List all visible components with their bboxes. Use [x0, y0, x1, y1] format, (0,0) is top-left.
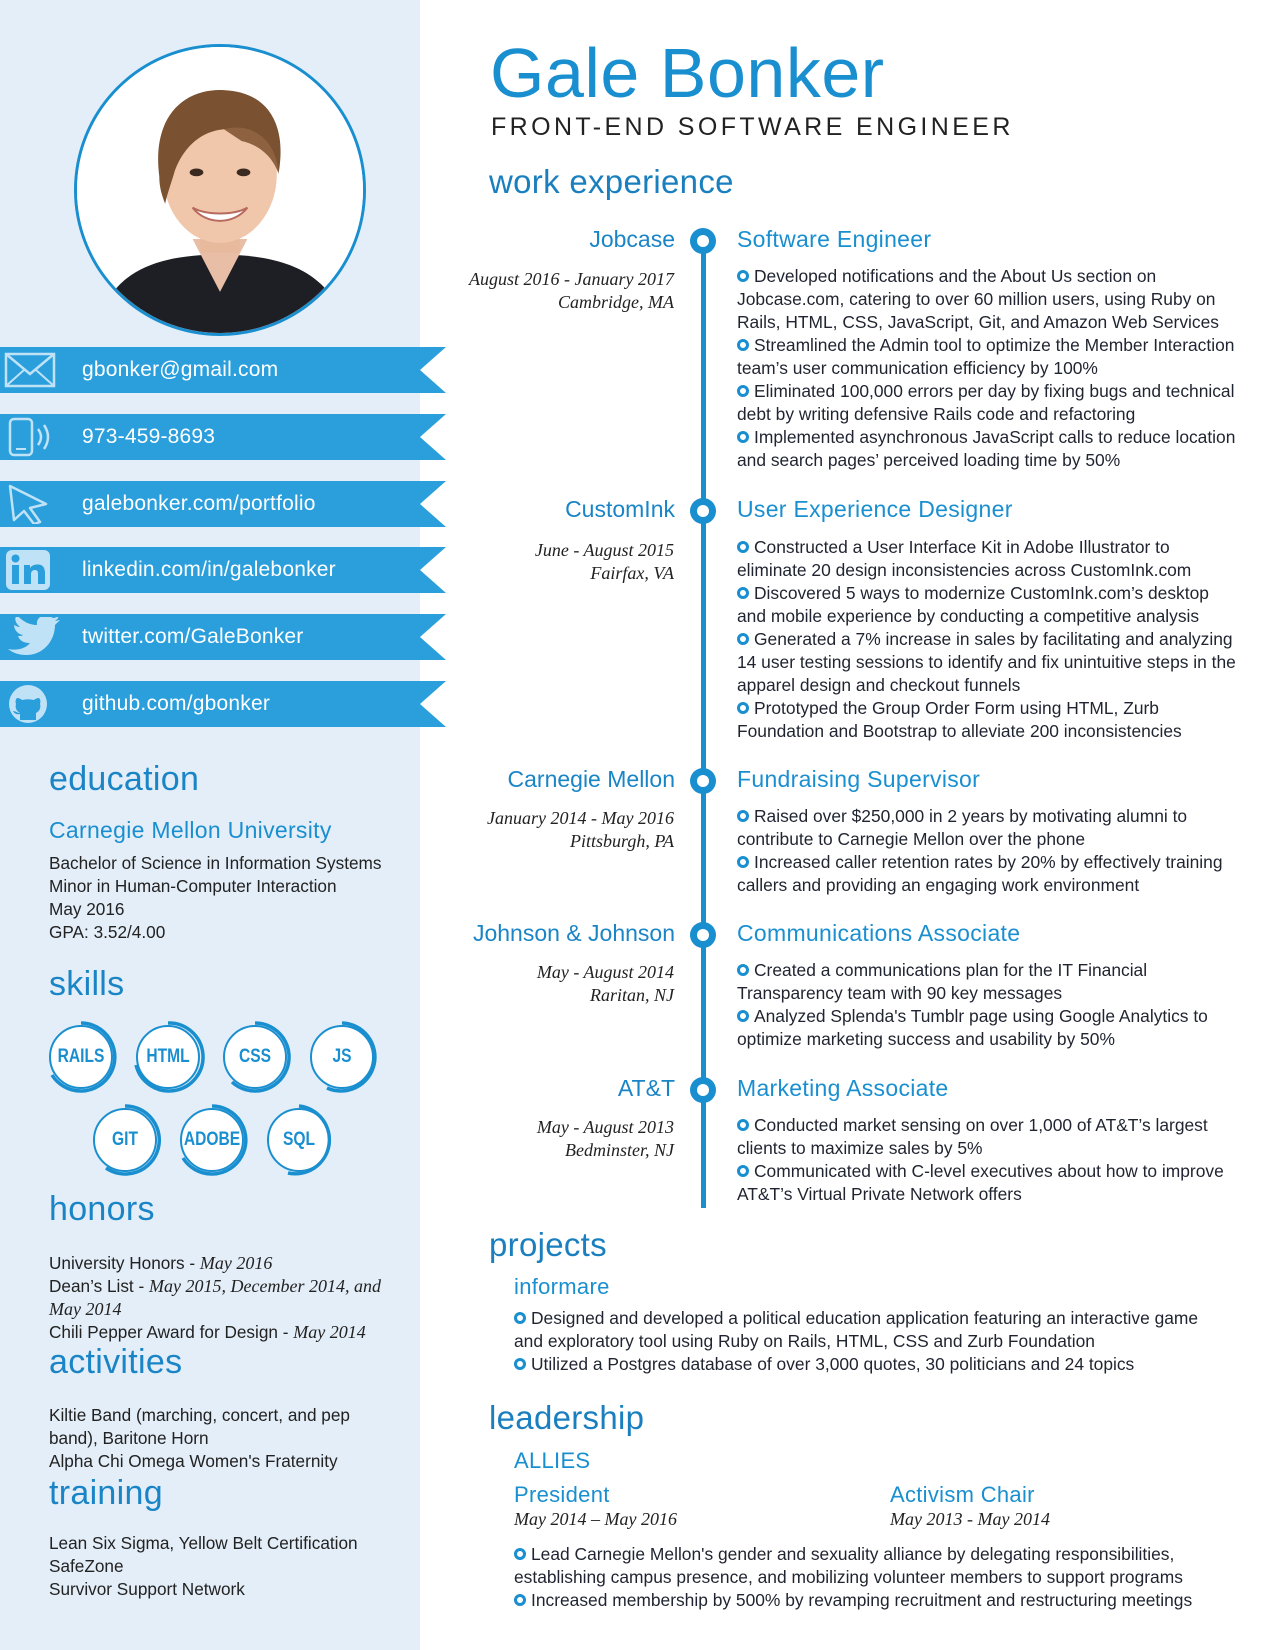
contact-phone-text: 973-459-8693 — [82, 425, 216, 448]
project-bullets — [514, 1307, 1204, 1376]
list-item: Discovered 5 ways to modernize CustomInk.com’s desktop and mobile experience by conducting a competitive analysis — [737, 583, 1209, 626]
job-location: Bedminster, NJ — [565, 1140, 674, 1160]
list-item: Eliminated 100,000 errors per day by fixing bugs and technical debt by writing defensive Rails code and refactoring — [737, 381, 1235, 424]
timeline-node — [690, 498, 716, 524]
candidate-name: Gale Bonker — [490, 34, 885, 112]
activity-item: Kiltie Band (marching, concert, and pep band), Baritone Horn — [49, 1405, 350, 1448]
job-company: Carnegie Mellon — [507, 766, 675, 792]
skill-badge — [262, 1103, 336, 1177]
job-location: Pittsburgh, PA — [569, 831, 674, 851]
timeline-node — [690, 768, 716, 794]
job-title: Communications Associate — [737, 920, 1021, 946]
phone-icon — [2, 417, 60, 457]
bullet-dot-icon — [737, 702, 749, 714]
job-bullets — [737, 265, 1242, 472]
skill-badge — [305, 1020, 379, 1094]
list-item: Raised over $250,000 in 2 years by motivating alumni to contribute to Carnegie Mellon over the phone — [737, 806, 1188, 849]
list-item: Conducted market sensing on over 1,000 of AT&T’s largest clients to maximize sales by 5% — [737, 1115, 1208, 1158]
bullet-dot-icon — [737, 541, 749, 553]
list-item: Implemented asynchronous JavaScript calls to reduce location and search pages’ perceived loading time by 50% — [737, 427, 1236, 470]
honors-list — [49, 1252, 389, 1344]
job-bullets — [737, 959, 1242, 1051]
education-minor: Minor in Human-Computer Interaction — [49, 876, 337, 896]
bullet-dot-icon — [737, 1119, 749, 1131]
job-dates: June - August 2015 — [534, 540, 674, 560]
job-company: AT&T — [617, 1075, 675, 1101]
list-item: Developed notifications and the About Us section on Jobcase.com, catering to over 60 million users, using Ruby on Rails, HTML, CSS, JavaScript, Git, and Amazon Web Services — [737, 266, 1219, 332]
bullet-dot-icon — [737, 1165, 749, 1177]
list-item: Designed and developed a political education application featuring an interactive game and exploratory tool using Ruby on Rails, HTML, CSS and Zurb Foundation — [514, 1308, 1199, 1351]
education-details — [49, 852, 381, 944]
skill-label: ADOBE — [183, 1129, 241, 1150]
bullet-dot-icon — [514, 1548, 526, 1560]
bullet-dot-icon — [514, 1312, 526, 1324]
education-date: May 2016 — [49, 899, 125, 919]
profile-photo — [77, 47, 363, 333]
skill-badge — [218, 1020, 292, 1094]
skill-label: CSS — [238, 1046, 272, 1067]
leadership-role-dates: May 2014 – May 2016 — [514, 1509, 677, 1529]
envelope-icon — [2, 350, 60, 390]
job-company: Johnson & Johnson — [472, 920, 675, 946]
job-title: Fundraising Supervisor — [737, 766, 981, 792]
job-location: Raritan, NJ — [590, 985, 674, 1005]
projects-heading: projects — [489, 1226, 607, 1263]
education-school: Carnegie Mellon University — [49, 817, 332, 843]
job-dates: May - August 2014 — [536, 962, 674, 982]
job-meta — [469, 268, 674, 314]
list-item: Increased membership by 500% by revamping recruitment and restructuring meetings — [514, 1589, 1234, 1612]
linkedin-icon — [2, 550, 60, 590]
skill-badge — [44, 1020, 118, 1094]
training-heading: training — [49, 1474, 163, 1512]
contact-twitter-text: twitter.com/GaleBonker — [82, 625, 304, 648]
bullet-dot-icon — [737, 1010, 749, 1022]
cursor-icon — [2, 484, 60, 524]
job-meta — [537, 961, 674, 1007]
education-gpa: GPA: 3.52/4.00 — [49, 922, 166, 942]
list-item: Constructed a User Interface Kit in Adobe Illustrator to eliminate 20 design inconsistencies across CustomInk.com — [737, 537, 1192, 580]
bullet-dot-icon — [737, 810, 749, 822]
contact-portfolio-text: galebonker.com/portfolio — [82, 492, 316, 515]
contact-portfolio[interactable] — [0, 481, 446, 527]
honors-heading: honors — [49, 1190, 155, 1228]
candidate-title: FRONT-END SOFTWARE ENGINEER — [491, 113, 1014, 141]
job-bullets — [737, 536, 1242, 743]
skill-label: HTML — [146, 1046, 190, 1067]
job-location: Cambridge, MA — [558, 292, 674, 312]
bullet-dot-icon — [737, 339, 749, 351]
contact-linkedin[interactable] — [0, 547, 446, 593]
list-item: Generated a 7% increase in sales by facilitating and analyzing 14 user testing sessions to identify and fix unintuitive steps in the apparel design and checkout funnels — [737, 629, 1236, 695]
skill-badge — [175, 1103, 249, 1177]
job-dates: May - August 2013 — [536, 1117, 674, 1137]
job-title: Marketing Associate — [737, 1075, 949, 1101]
bullet-dot-icon — [737, 385, 749, 397]
job-meta — [537, 1116, 674, 1162]
bullet-dot-icon — [737, 431, 749, 443]
contact-github[interactable] — [0, 681, 446, 727]
contact-twitter[interactable] — [0, 614, 446, 660]
ribbon-shape — [0, 414, 446, 460]
bullet-dot-icon — [737, 633, 749, 645]
activities-list — [49, 1404, 379, 1473]
leadership-org: ALLIES — [514, 1448, 591, 1473]
job-dates: August 2016 - January 2017 — [469, 269, 674, 289]
leadership-role: Activism Chair — [890, 1482, 1035, 1507]
list-item: Streamlined the Admin tool to optimize the Member Interaction team’s user communication efficiency by 100% — [737, 335, 1235, 378]
job-bullets — [737, 1114, 1242, 1206]
activity-item: Alpha Chi Omega Women's Fraternity — [49, 1451, 338, 1471]
honor-item: Chili Pepper Award for Design - May 2014 — [49, 1322, 366, 1342]
sidebar — [0, 0, 420, 1650]
honor-item: University Honors - May 2016 — [49, 1253, 273, 1273]
training-item: SafeZone — [49, 1556, 124, 1576]
list-item: Increased caller retention rates by 20% by effectively training callers and providing an engaging work environment — [737, 852, 1223, 895]
job-meta — [487, 807, 674, 853]
list-item: Utilized a Postgres database of over 3,000 quotes, 30 politicians and 24 topics — [514, 1353, 1204, 1376]
github-icon — [2, 684, 60, 724]
timeline-node — [690, 922, 716, 948]
contact-linkedin-text: linkedin.com/in/galebonker — [82, 558, 336, 581]
list-item: Prototyped the Group Order Form using HTML, Zurb Foundation and Bootstrap to alleviate 200 inconsistencies — [737, 698, 1182, 741]
work-experience-heading: work experience — [489, 163, 734, 200]
list-item: Created a communications plan for the IT Financial Transparency team with 90 key messages — [737, 960, 1148, 1003]
training-item: Lean Six Sigma, Yellow Belt Certification — [49, 1533, 358, 1553]
activities-heading: activities — [49, 1343, 183, 1381]
avatar — [74, 44, 366, 336]
training-list — [49, 1532, 358, 1601]
skill-label: RAILS — [57, 1046, 105, 1067]
timeline-line — [701, 240, 706, 1208]
job-company: CustomInk — [565, 496, 675, 522]
leadership-role: President — [514, 1482, 610, 1507]
skill-badge — [131, 1020, 205, 1094]
bullet-dot-icon — [737, 270, 749, 282]
contact-email[interactable] — [0, 347, 446, 393]
skill-label: JS — [332, 1046, 352, 1067]
bullet-dot-icon — [737, 856, 749, 868]
twitter-icon — [2, 617, 60, 657]
job-dates: January 2014 - May 2016 — [487, 808, 674, 828]
leadership-heading: leadership — [489, 1399, 645, 1436]
timeline-node — [690, 1077, 716, 1103]
skill-badge — [88, 1103, 162, 1177]
honor-item: Dean’s List - May 2015, December 2014, and May 2014 — [49, 1276, 381, 1319]
job-location: Fairfax, VA — [590, 563, 674, 583]
skill-label: GIT — [112, 1129, 138, 1150]
contact-email-text: gbonker@gmail.com — [82, 358, 279, 381]
skills-heading: skills — [49, 965, 125, 1003]
job-title: Software Engineer — [737, 226, 932, 252]
bullet-dot-icon — [514, 1358, 526, 1370]
job-bullets — [737, 805, 1242, 897]
leadership-role-dates: May 2013 - May 2014 — [890, 1509, 1050, 1529]
education-degree: Bachelor of Science in Information Systems — [49, 853, 382, 873]
skill-label: SQL — [282, 1129, 316, 1150]
job-title: User Experience Designer — [737, 496, 1013, 522]
job-company: Jobcase — [589, 226, 675, 252]
contact-phone[interactable] — [0, 414, 446, 460]
bullet-dot-icon — [737, 587, 749, 599]
project-name: informare — [514, 1274, 610, 1299]
timeline-node — [690, 228, 716, 254]
list-item: Lead Carnegie Mellon's gender and sexuality alliance by delegating responsibilities, establishing campus presence, and mobilizing volunteer members to support programs — [514, 1544, 1183, 1587]
list-item: Communicated with C-level executives about how to improve AT&T’s Virtual Private Network offers — [737, 1161, 1224, 1204]
bullet-dot-icon — [737, 964, 749, 976]
leadership-bullets — [514, 1543, 1234, 1612]
list-item: Analyzed Splenda's Tumblr page using Google Analytics to optimize marketing success and usability by 50% — [737, 1006, 1208, 1049]
bullet-dot-icon — [514, 1594, 526, 1606]
education-heading: education — [49, 760, 200, 798]
job-meta — [535, 539, 674, 585]
contact-github-text: github.com/gbonker — [82, 692, 271, 715]
training-item: Survivor Support Network — [49, 1579, 245, 1599]
